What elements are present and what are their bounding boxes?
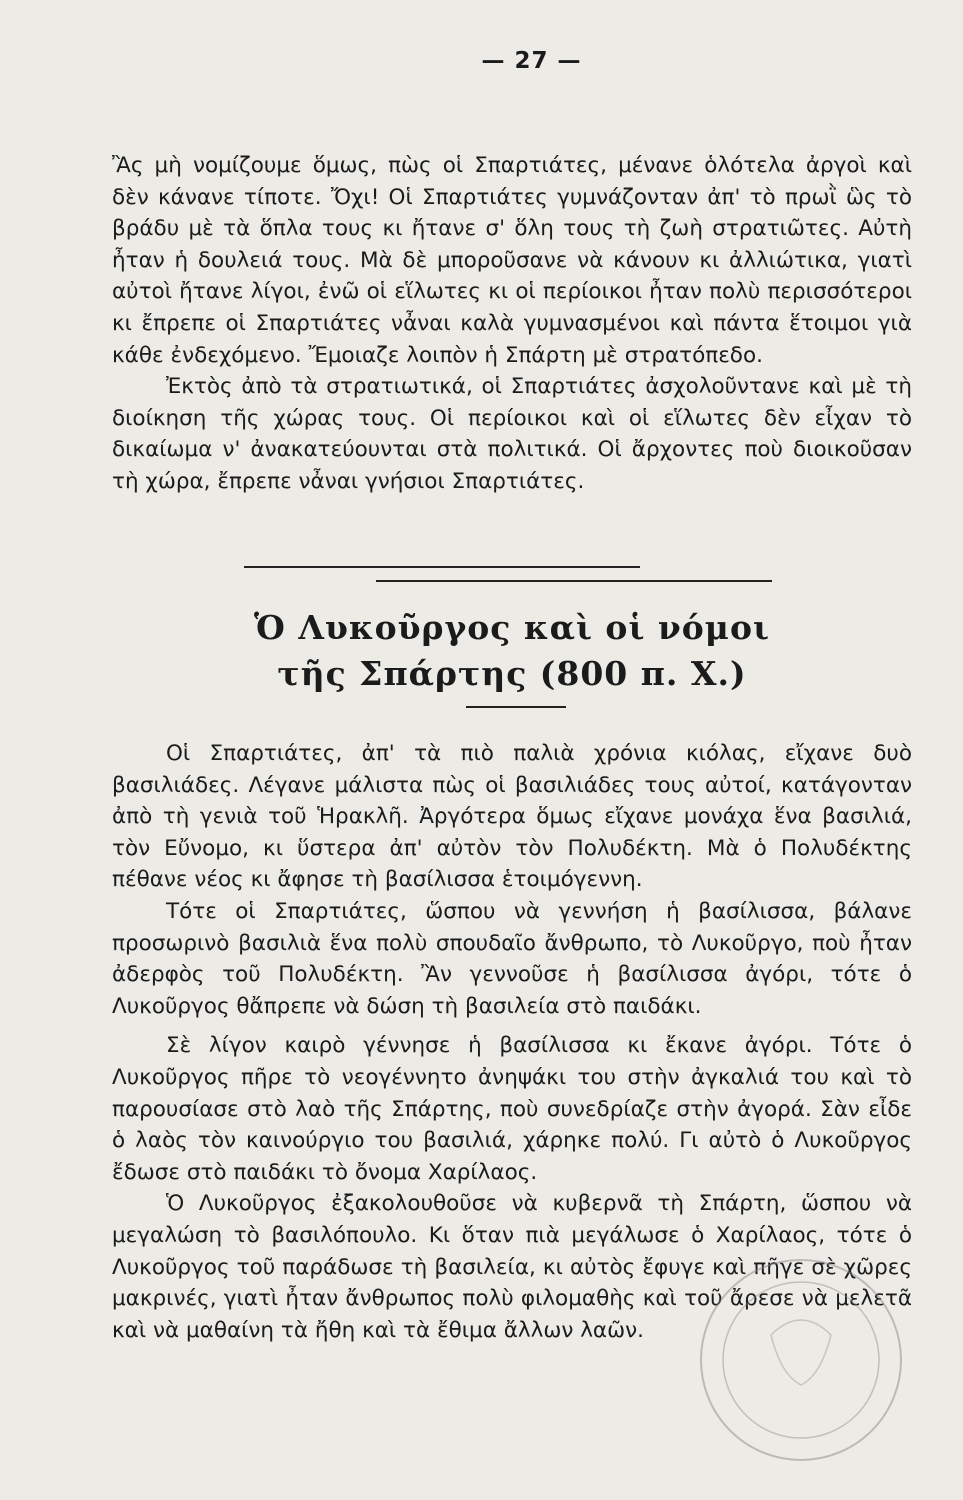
paragraph: Σὲ λίγον καιρὸ γέννησε ἡ βασίλισσα κι ἔκανε ἀγόρι. Τότε ὁ Λυκοῦργος πῆρε τὸ νεογέννητο ἀνηψάκι του στὴν ἀγκαλιά του καὶ τὸ παρουσίασε στὸ λαὸ τῆς Σπάρτης, ποὺ συνεδρίαζε στὴν ἀγορά. Σὰν εἶδε ὁ λαὸς τὸν καινούργιο του βασιλιά, χάρηκε πολύ. Γι αὐτὸ ὁ Λυκοῦργος ἔδωσε στὸ παιδάκι τὸ ὄνομα Χαρίλαος. [112, 1033, 912, 1185]
page-number: — 27 — [481, 48, 582, 74]
paragraph: Ὁ Λυκοῦργος ἐξακολουθοῦσε νὰ κυβερνᾶ τὴ Σπάρτη, ὥσπου νὰ μεγαλώση τὸ βασιλόπουλο. Κι ὅταν πιὰ μεγάλωσε ὁ Χαρίλαος, τότε ὁ Λυκοῦργος τοῦ παράδωσε τὴ βασιλεία, κι αὐτὸς ἔφυγε καὶ πῆγε σὲ χῶρες μακρινές, γιατὶ ἦταν ἄνθρωπος πολὺ φιλομαθὴς καὶ τοῦ ἄρεσε νὰ μελετᾶ καὶ νὰ μαθαίνη τὰ ἤθη καὶ τὰ ἔθιμα ἄλλων λαῶν. [112, 1191, 912, 1343]
paragraph: Ἂς μὴ νομίζουμε ὅμως, πὼς οἱ Σπαρτιάτες, μένανε ὁλότελα ἀργοὶ καὶ δὲν κάνανε τίποτε. Ὄχι! Οἱ Σπαρτιάτες γυμνάζονταν ἀπ' τὸ πρωῒ ὣς τὸ βράδυ μὲ τὰ ὅπλα τους κι ἤτανε σ' ὅλη τους τὴ ζωὴ στρατιῶτες. Αὐτὴ ἦταν ἡ δουλειά τους. Μὰ δὲ μποροῦσανε νὰ κάνουν κι ἀλλιώτικα, γιατὶ αὐτοὶ ἤτανε λίγοι, ἐνῶ οἱ εἵλωτες κι οἱ περίοικοι ἦταν πολὺ περισσότεροι κι ἔπρεπε οἱ Σπαρτιάτες νἆναι καλὰ γυμνασμένοι καὶ πάντα ἕτοιμοι γιὰ κάθε ἐνδεχόμενο. Ἔμοιαζε λοιπὸν ἡ Σπάρτη μὲ στρατόπεδο. [112, 153, 912, 368]
section-title-line: Ὁ Λυκοῦργος καὶ οἱ νόμοι [254, 608, 770, 647]
paragraph: Ἐκτὸς ἀπὸ τὰ στρατιωτικά, οἱ Σπαρτιάτες ἀσχολοῦντανε καὶ μὲ τὴ διοίκηση τῆς χώρας τους. Οἱ περίοικοι καὶ οἱ εἵλωτες δὲν εἶχαν τὸ δικαίωμα ν' ἀνακατεύουνται στὰ πολιτικά. Οἱ ἄρχοντες ποὺ διοικοῦσαν τὴ χώρα, ἔπρεπε νἆναι γνήσιοι Σπαρτιάτες. [112, 374, 912, 494]
title-underline [466, 706, 566, 708]
library-stamp-icon [676, 1240, 906, 1470]
body-text-top [112, 150, 912, 498]
section-title-line: τῆς Σπάρτης (800 π. Χ.) [277, 654, 747, 693]
section-title [112, 605, 912, 697]
divider-rule [244, 566, 640, 568]
paragraph: Οἱ Σπαρτιάτες, ἀπ' τὰ πιὸ παλιὰ χρόνια κιόλας, εἴχανε δυὸ βασιλιάδες. Λέγανε μάλιστα πὼς οἱ βασιλιάδες τους αὐτοί, κατάγονταν ἀπὸ τὴ γενιὰ τοῦ Ἡρακλῆ. Ἀργότερα ὅμως εἴχανε μονάχα ἕνα βασιλιά, τὸν Εὔνομο, κι ὕστερα ἀπ' αὐτὸν τὸν Πολυδέκτη. Μὰ ὁ Πολυδέκτης πέθανε νέος κι ἄφησε τὴ βασίλισσα ἑτοιμόγεννη. [112, 741, 912, 893]
divider-rule [376, 580, 772, 582]
paragraph: Τότε οἱ Σπαρτιάτες, ὥσπου νὰ γεννήση ἡ βασίλισσα, βάλανε προσωρινὸ βασιλιὰ ἕνα πολὺ σπουδαῖο ἄνθρωπο, τὸ Λυκοῦργο, ποὺ ἦταν ἀδερφὸς τοῦ Πολυδέκτη. Ἂν γεννοῦσε ἡ βασίλισσα ἀγόρι, τότε ὁ Λυκοῦργος θἄπρεπε νὰ δώση τὴ βασιλεία στὸ παιδάκι. [112, 898, 912, 1019]
